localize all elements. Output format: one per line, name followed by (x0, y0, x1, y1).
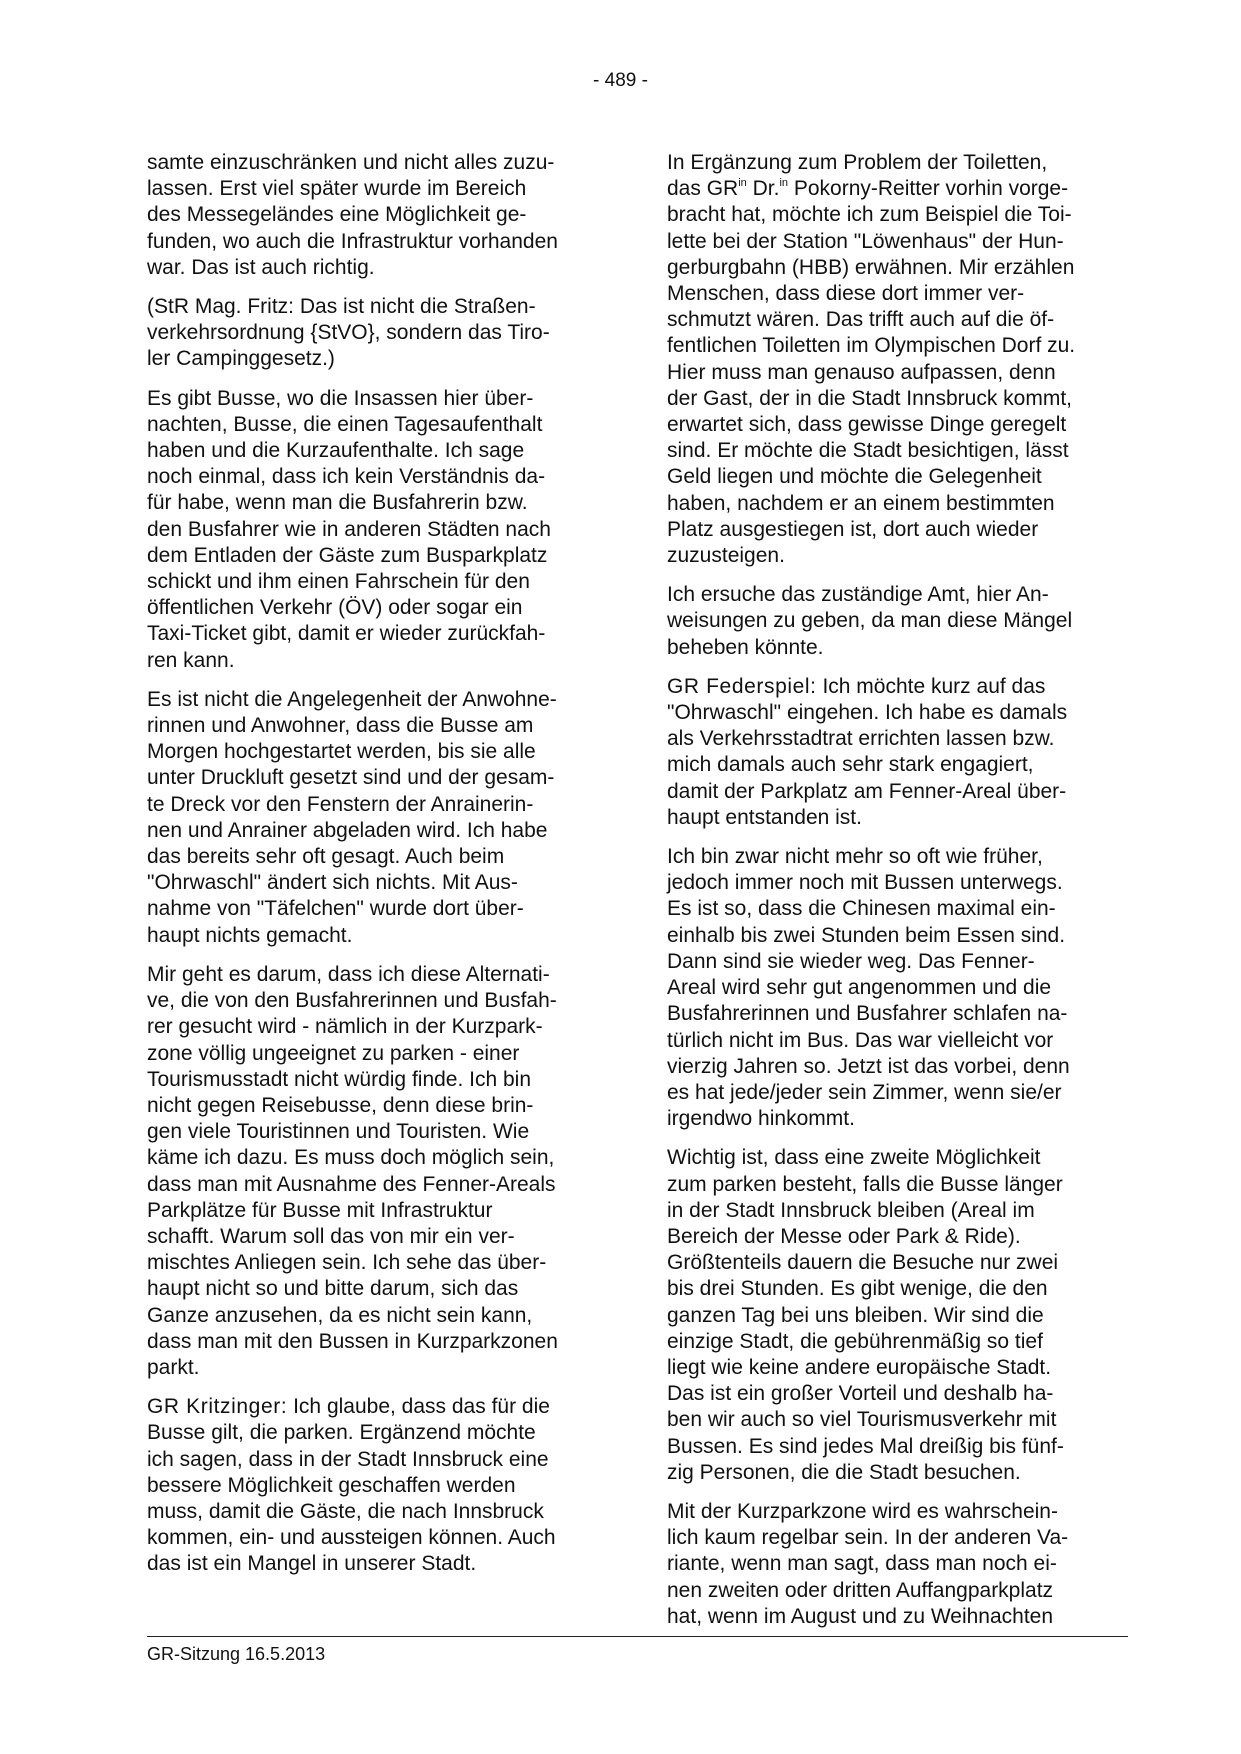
speaker-text: Ich glaube, dass das für die Busse gilt, die parken. Ergänzend möchte ich sagen, dass in der Stadt Innsbruck eine bessere Möglichkeit geschaffen werden muss, damit die Gäste, die nach Innsbruck kommen, ein- und aussteigen können. Auch das ist ein Mangel in unserer Stadt. (147, 1395, 556, 1576)
paragraph: Wichtig ist, dass eine zweite Möglichkeit zum parken besteht, falls die Busse länger in der Stadt Innsbruck bleiben (Areal im Bereich der Messe oder Park & Ride). Größtenteils dauern die Besuche nur zwei bis drei Stunden. Es gibt wenige, die den ganzen Tag bei uns bleiben. Wir sind die einzige Stadt, die gebührenmäßig so tief liegt wie keine andere europäische Stadt. Das ist ein großer Vorteil und deshalb ha- ben wir auch so viel Tourismusverkehr mit Bussen. Es sind jedes Mal dreißig bis fünf- zig Personen, die die Stadt besuchen. (667, 1146, 1064, 1484)
speaker-name: GR Kritzinger: (147, 1395, 288, 1419)
footer-divider (147, 1636, 1128, 1637)
paragraph-text: Dr. (746, 177, 780, 201)
superscript: in (779, 177, 788, 190)
superscript: in (738, 177, 747, 190)
interjection-paragraph: (StR Mag. Fritz: Das ist nicht die Straßen- verkehrsordnung {StVO}, sondern das Tiro- ler Campinggesetz.) (147, 295, 550, 371)
paragraph (667, 150, 1127, 569)
paragraph: Es ist nicht die Angelegenheit der Anwohne- rinnen und Anwohner, dass die Busse am Morgen hochgestartet werden, bis sie alle unter Druckluft gesetzt sind und der gesam- te Dreck vor den Fenstern der Anrainerin- nen und Anrainer abgeladen wird. Ich habe das bereits sehr oft gesagt. Auch beim "Ohrwaschl" ändert sich nichts. Mit Aus- nahme von "Täfelchen" wurde dort über- haupt nichts gemacht. (147, 687, 557, 947)
paragraph: Es gibt Busse, wo die Insassen hier über- nachten, Busse, die einen Tagesaufenthalt haben und die Kurzaufenthalte. Ich sage noch einmal, dass ich kein Verständnis da- für habe, wenn man die Busfahrerin bzw. den Busfahrer wie in anderen Städten nach dem Entladen der Gäste zum Busparkplatz schickt und ihm einen Fahrschein für den öffentlichen Verkehr (ÖV) oder sogar ein Taxi-Ticket gibt, damit er wieder zurückfah- ren kann. (147, 386, 551, 672)
paragraph: Ich bin zwar nicht mehr so oft wie früher, jedoch immer noch mit Bussen unterwegs. Es ist so, dass die Chinesen maximal ein- einhalb bis zwei Stunden beim Essen sind. Dann sind sie wieder weg. Das Fenner- Areal wird sehr gut angenommen und die Busfahrerinnen und Busfahrer schlafen na- türlich nicht im Bus. Das war vielleicht vor vierzig Jahren so. Jetzt ist das vorbei, denn es hat jede/jeder sein Zimmer, wenn sie/er irgendwo hinkommt. (667, 845, 1070, 1131)
speaker-text: Ich möchte kurz auf das "Ohrwaschl" eingehen. Ich habe es damals als Verkehrsstadtrat errichten lassen bzw. mich damals auch sehr stark engagiert, damit der Parkplatz am Fenner-Areal über- haupt entstanden ist. (667, 674, 1068, 829)
right-column (667, 150, 1127, 1643)
left-column (147, 150, 602, 1591)
paragraph: Ich ersuche das zuständige Amt, hier An- weisungen zu geben, da man diese Mängel beheben könnte. (667, 583, 1073, 659)
speaker-name: GR Federspiel: (667, 674, 817, 698)
speaker-paragraph (667, 674, 1127, 831)
footer-text: GR-Sitzung 16.5.2013 (147, 1644, 326, 1664)
paragraph-text: Pokorny-Reitter vorhin vorge- bracht hat, möchte ich zum Beispiel die Toi- lette bei der Station "Löwenhaus" der Hun- gerburgbahn (HBB) erwähnen. Mir erzählen Menschen, dass diese dort immer ver- schmutzt wären. Das trifft auch auf die öf- fentlichen Toiletten im Olympischen Dorf zu. Hier muss man genauso aufpassen, denn der Gast, der in die Stadt Innsbruck kommt, erwartet sich, dass gewisse Dinge geregelt sind. Er möchte die Stadt besichtigen, lässt Geld liegen und möchte die Gelegenheit haben, nachdem er an einem bestimmten Platz ausgestiegen ist, dort auch wieder zuzusteigen. (667, 177, 1076, 568)
page-number: - 489 - (593, 70, 648, 91)
speaker-paragraph (147, 1394, 602, 1577)
paragraph: Mit der Kurzparkzone wird es wahrschein- lich kaum regelbar sein. In der anderen Va- riante, wenn man sagt, dass man noch ei- nen zweiten oder dritten Auffangparkplatz hat, wenn im August und zu Weihnachten (667, 1499, 1069, 1628)
paragraph: Mir geht es darum, dass ich diese Alternati- ve, die von den Busfahrerinnen und Busfah- rer gesucht wird - nämlich in der Kurzpark- zone völlig ungeeignet zu parken - einer Tourismusstadt nicht würdig finde. Ich bin nicht gegen Reisebusse, denn diese brin- gen viele Touristinnen und Touristen. Wie käme ich dazu. Es muss doch möglich sein, dass man mit Ausnahme des Fenner-Areals Parkplätze für Busse mit Infrastruktur schafft. Warum soll das von mir ein ver- mischtes Anliegen sein. Ich sehe das über- haupt nicht so und bitte darum, sich das Ganze anzusehen, da es nicht sein kann, dass man mit den Bussen in Kurzparkzonen parkt. (147, 962, 558, 1379)
paragraph: samte einzuschränken und nicht alles zuzu- lassen. Erst viel später wurde im Bereich des Messegeländes eine Möglichkeit ge- funden, wo auch die Infrastruktur vorhanden war. Das ist auch richtig. (147, 151, 558, 279)
paragraph-text: In Ergänzung zum Problem der Toiletten, das GR (667, 151, 1048, 201)
